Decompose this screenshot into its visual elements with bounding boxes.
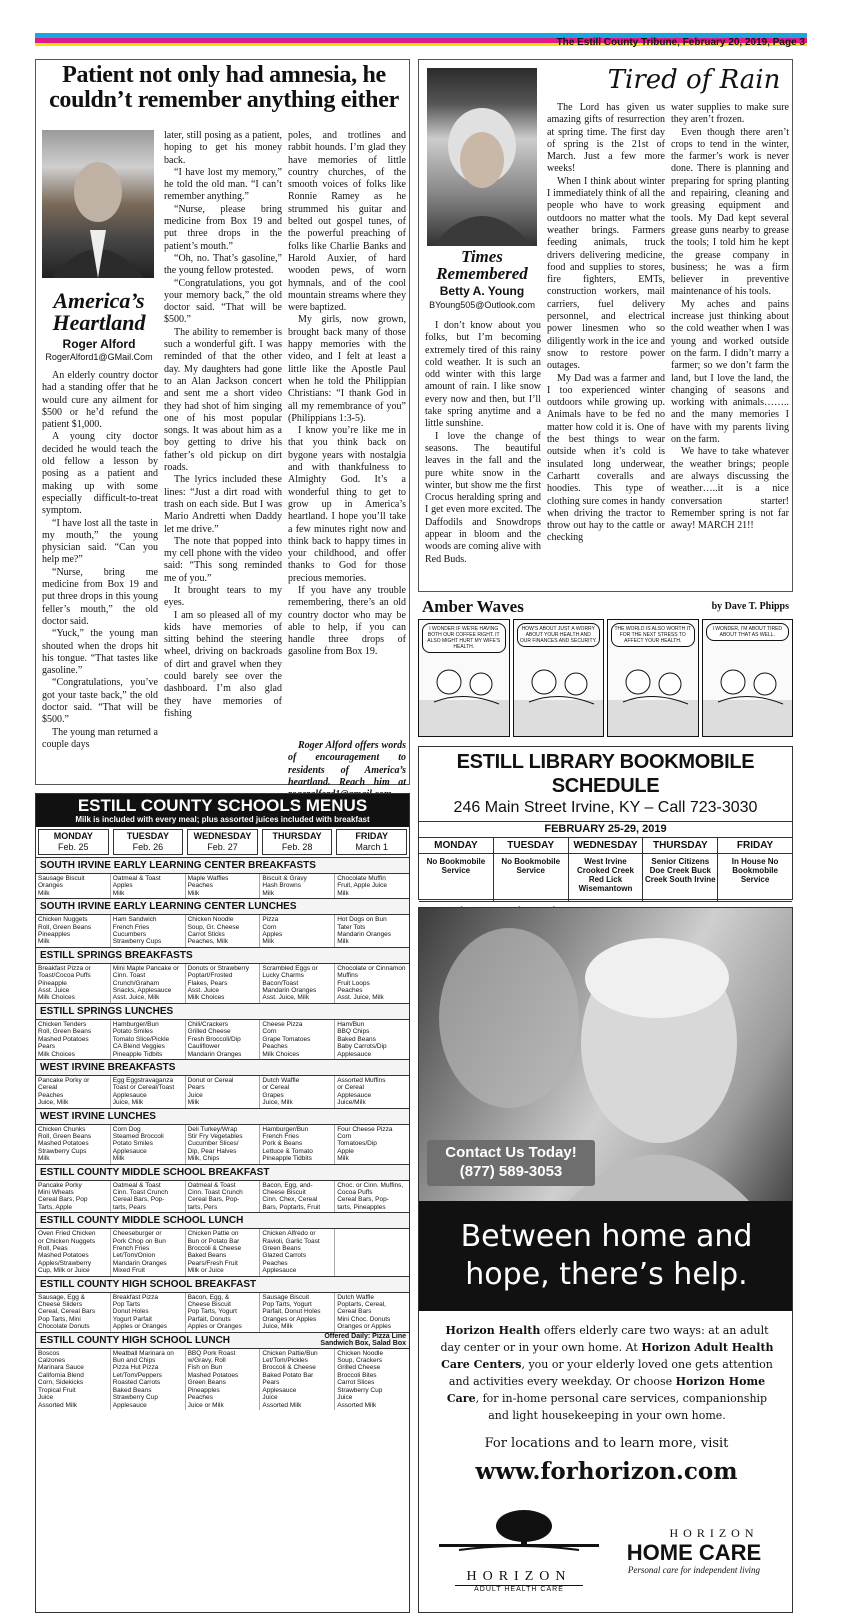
ad-headline-band — [419, 1201, 793, 1311]
menu-cell: Chicken Tenders Roll, Green Beans Mashed Potatoes Pears Milk Choices — [36, 1020, 111, 1059]
bookmobile-day-thursday — [643, 838, 718, 901]
comic-panel — [418, 619, 510, 737]
menu-cell: Donuts or Strawberry Poptart/Frosted Flakes, Pears Asst. Juice Milk Choices — [186, 964, 261, 1003]
menu-row — [36, 1349, 409, 1410]
comic-panel — [513, 619, 605, 737]
bookmobile-day-wednesday — [569, 838, 644, 901]
menus-sections — [36, 857, 409, 1410]
comic-strip — [418, 597, 793, 737]
menu-cell: Dutch Waffle Poptarts, Cereal, Cereal Bars Mini Choc. Donuts Oranges or Apples — [337, 1293, 392, 1331]
paragraph: When I think about winter I immediately think of all the people who have to work outdoors no matter what the weather brings. Farmers feeding animals, truck drivers delivering medicine, food and supplies to stores, fire fighters, EMTs, construction workers, mail carriers, fuel delivery personnel, and electrical power linesmen who so diligently work in the ice and snow to restore power outages. — [547, 175, 665, 372]
bookmobile-subtitle: 246 Main Street Irvine, KY – Call 723-3030 — [419, 798, 792, 822]
menu-cell: Sausage Biscuit Oranges Milk — [36, 874, 111, 898]
menu-cell: Ham Sandwich French Fries Cucumbers Strawberry Cups — [111, 915, 186, 947]
paragraph: “I have lost all the taste in my mouth,” the young physician said. “Can you help me?” — [42, 517, 158, 566]
bookmobile-day-header: MONDAY — [419, 838, 493, 854]
paragraph: “Congratulations, you got your memory back,” the old doctor said. “That will be $500.” — [164, 277, 282, 326]
paragraph: The young man returned a couple days — [42, 726, 158, 750]
menu-cell: Corn Dog Steamed Broccoli Potato Smiles Applesauce Milk — [111, 1125, 186, 1164]
ad-body — [437, 1322, 777, 1424]
menu-cell: Mini Maple Pancake or Cinn. Toast Crunch/Graham Snacks, Applesauce Asst. Juice, Milk — [111, 964, 186, 1003]
menus-header — [36, 794, 409, 827]
menu-cell: Sausage Biscuit Pop Tarts, Yogurt Parfait, Donut Holes Oranges or Apples Juice, Milk — [260, 1293, 335, 1332]
menu-row — [36, 1181, 409, 1213]
menu-cell: Egg Eggstravaganza Toast or Cereal/Toast Applesauce Juice, Milk — [111, 1076, 186, 1108]
logo1-sub: ADULT HEALTH CARE — [455, 1585, 583, 1593]
ad-body-6: , for in-home personal care services, companionship and light housekeeping in your own home. — [475, 1392, 768, 1422]
menu-section-title — [36, 1108, 409, 1125]
paragraph: Even though there aren’t crops to tend in the winter, the farmer’s work is never done. There is planning and preparing for spring planting and repairing, cleaning and greasing equipment and tools. My Dad kept several grease guns nearby to grease the tools; I told him he kept the grease company in business; he was a firm believer in preventive maintenance of his tools. — [671, 126, 789, 298]
alford-author: Roger Alford — [62, 337, 136, 351]
menu-row — [36, 1076, 409, 1108]
logo2-sub: Personal care for independent living — [627, 1565, 761, 1575]
menu-date: March 1 — [355, 842, 388, 852]
menu-section-name: SOUTH IRVINE EARLY LEARNING CENTER LUNCHES — [40, 901, 297, 913]
contact-box[interactable] — [427, 1140, 595, 1186]
menu-cell: Four Cheese Pizza Corn Tomatoes/Dip Apple Milk — [337, 1125, 393, 1163]
bookmobile-day-tuesday — [494, 838, 569, 901]
menu-cell: Chicken Pattie on Bun or Potato Bar Broccoli & Cheese Baked Beans Pears/Fresh Fruit Milk or Juice — [186, 1229, 261, 1275]
menu-cell: Chicken Alfredo or Ravioli, Garlic Toast Green Beans Glazed Carrots Peaches Applesauce — [260, 1229, 335, 1275]
young-email: BYoung505@Outlook.com — [429, 300, 535, 310]
comic-panels — [418, 619, 793, 737]
menu-section-name: ESTILL SPRINGS BREAKFASTS — [40, 949, 193, 961]
bookmobile-box — [418, 746, 793, 900]
menu-cell: Meatball Marinara on Bun and Chips Pizza Hut Pizza Let/Tom/Peppers Roasted Carrots Baked Beans Strawberry Cup Applesauce — [111, 1349, 186, 1410]
alford-column — [35, 59, 410, 788]
alford-col2 — [164, 130, 282, 780]
paragraph: The lyrics included these lines: “Just a dirt road with trash on each side. But I was Mario Andretti when Daddy let me drive.” — [164, 474, 282, 535]
speech-bubble: I WONDER IF WE’RE HAVING BOTH OUR COFFEE RIGHT. IT ALSO MIGHT HURT MY WIFE’S HEALTH. — [422, 623, 506, 653]
paragraph: I know you’re like me in that you think back on bygone years with nostalgia and with thankfulness to Almighty God. It’s a wonderful thing to get to grow up in America’s heartland. I hope you’ll take a few minutes right now and think back to happy times in your childhood, and offer thanks to God for those precious memories. — [288, 425, 406, 584]
paragraph: I don’t know about you folks, but I’m becoming extremely tired of this rainy cold weather. It is such an odd winter with this large amount of rain. I like snow every now and then, but I’ll take spring anytime and a little sunshine. — [425, 320, 541, 430]
bookmobile-table — [419, 838, 792, 902]
menu-section-title — [36, 898, 409, 915]
paragraph: We have to take whatever the weather brings; people are always discussing the weather…..it is a nice conversation starter! Remember spring is not far away! MARCH 21!! — [671, 446, 789, 532]
contact-label: Contact Us Today! — [445, 1144, 577, 1161]
portrait-figure — [42, 130, 154, 278]
menu-cell: Choc. or Cinn. Muffins, Cocoa Puffs Cereal Bars, Pop- tarts, Pineapples — [337, 1181, 404, 1211]
young-column — [418, 59, 793, 592]
young-col2 — [547, 102, 665, 588]
paragraph: The Lord has given us amazing gifts of resurrection at spring time. The first day of spring is the 21st of March. Just a few more weeks! — [547, 102, 665, 175]
menu-cell: Oatmeal & Toast Apples Milk — [111, 874, 186, 898]
paragraph: The ability to remember is such a wonderful gift. I was reminded of that the other day. My daughters had gone to an Alan Jackson concert and sent me a short video they had shot of him singing one of his most popular songs. It was about him as a boy getting to drive his father’s old pickup on dirt roads. — [164, 326, 282, 474]
bookmobile-stop: West Irvine Crooked Creek Red Lick Wisemantown — [577, 857, 634, 893]
menu-date: Feb. 26 — [132, 842, 164, 852]
bookmobile-day-header: FRIDAY — [718, 838, 792, 854]
young-col3 — [671, 102, 789, 588]
alford-tagline: Roger Alford offers words of encouragement to residents of America’s heartland. Reach him at — [288, 740, 406, 788]
menu-cell: Biscuit & Gravy Hash Browns Milk — [260, 874, 335, 898]
paragraph: later, still posing as a patient, hoping to get his money back. — [164, 130, 282, 166]
speech-bubble: HOW’S ABOUT JUST A WORRY ABOUT YOUR HEALTH AND OUR FINANCES AND SECURITY. — [517, 623, 601, 647]
menu-cell: Chicken Chunks Roll, Green Beans Mashed Potatoes Strawberry Cups Milk — [36, 1125, 111, 1164]
paragraph: “Yuck,” the young man shouted when the drops hit his tongue. “That tastes like gasoline.” — [42, 628, 158, 677]
menu-cell: Chocolate or Cinnamon Muffins Fruit Loops Peaches Asst. Juice, Milk — [337, 964, 406, 1002]
ad-body-5: Horizon Home Care — [446, 1375, 766, 1405]
cartoon-figures — [703, 620, 793, 737]
paragraph: My Dad was a farmer and I too experienced winter outdoors while growing up. Animals have to be fed no matter how cold it is. One of the best things to wear outside when it’s cold is insulated long underwear, Carhartt coveralls and hoodies. This type of clothing sure comes in handy when driving the tractor to throw out hay to the cattle or checking — [547, 372, 665, 544]
menu-section-title — [36, 1332, 409, 1349]
young-column-name: Times Remembered — [436, 247, 528, 283]
menu-cell: Hamburger/Bun Potato Smiles Tomato Slice/Pickle CA Blend Veggies Pineapple Tidbits — [111, 1020, 186, 1059]
cartoon-figures — [514, 620, 604, 737]
menu-cell: Chicken Nuggets Roll, Green Beans Pineapples Milk — [36, 915, 111, 947]
menu-cell: Breakfast Pizza Pop Tarts Donut Holes Yogurt Parfait Apples or Oranges — [111, 1293, 186, 1332]
bookmobile-stop: No Bookmobile Service — [501, 857, 561, 875]
ad-body-2: offers elderly care two ways: at an adult day center or in your own home. At — [440, 1324, 769, 1354]
menu-section-name: WEST IRVINE BREAKFASTS — [40, 1061, 176, 1073]
menu-cell: Chicken Noodle Soup, Crackers Grilled Cheese Broccoli Bites Carrot Slices Strawberry Cup Juice Assorted Milk — [337, 1349, 384, 1409]
menu-row — [36, 1293, 409, 1332]
young-title: Tired of Rain — [607, 65, 781, 95]
menu-cell: Oven Fried Chicken or Chicken Nuggets Roll, Peas Mashed Potatoes Apples/Strawberry Cup, Milk or Juice — [36, 1229, 111, 1275]
alford-col3 — [288, 130, 406, 740]
menu-row — [36, 1229, 409, 1275]
menu-cell: Scrambled Eggs or Lucky Charms Bacon/Toast Mandarin Oranges Asst. Juice, Milk — [260, 964, 335, 1003]
paragraph: I love the change of seasons. The beautiful leaves in the fall and the pure white snow in the winter, but show me the first Crocus heralding spring and I get even more excited. The Daffodils and Snowdrops appear in bloom and the woods are coming alive with Red Buds. — [425, 430, 541, 565]
menu-row — [36, 874, 409, 898]
menu-section-name: ESTILL SPRINGS LUNCHES — [40, 1005, 174, 1017]
menu-date: Feb. 28 — [281, 842, 313, 852]
menu-day-header — [113, 829, 184, 855]
menu-cell: Breakfast Pizza or Toast/Cocoa Puffs Pineapple Asst. Juice Milk Choices — [36, 964, 111, 1003]
menu-cell: Bacon, Egg, and- Cheese Biscuit Cinn. Chex, Cereal Bars, Poptarts, Fruit — [260, 1181, 335, 1213]
ad-body-4: , you or your elderly loved one gets attention and activities every weekday. Or choose — [448, 1358, 773, 1388]
young-author: Betty A. Young — [439, 284, 525, 298]
speech-bubble: I WONDER, I’M ABOUT TIRED ABOUT THAT AS WELL. — [706, 623, 790, 641]
bookmobile-dates: FEBRUARY 25-29, 2019 — [419, 822, 792, 838]
menu-section-name: ESTILL COUNTY HIGH SCHOOL LUNCH — [40, 1334, 231, 1346]
portrait-figure — [427, 68, 537, 246]
bookmobile-day-header: WEDNESDAY — [569, 838, 643, 854]
menu-cell: Cheese Pizza Corn Grape Tomatoes Peaches Milk Choices — [260, 1020, 335, 1059]
bookmobile-title: ESTILL LIBRARY BOOKMOBILE SCHEDULE — [456, 751, 755, 797]
menu-section-name: SOUTH IRVINE EARLY LEARNING CENTER BREAKFASTS — [40, 860, 316, 871]
logo2-name: HOME CARE — [626, 1540, 762, 1565]
menu-cell: Pancake Porky or Cereal Peaches Juice, Milk — [36, 1076, 111, 1108]
menu-section-name: ESTILL COUNTY MIDDLE SCHOOL BREAKFAST — [40, 1166, 270, 1178]
ad-cta: For locations and to learn more, visit — [484, 1436, 729, 1451]
menu-date: Feb. 25 — [58, 842, 89, 852]
bookmobile-stop: Senior Citizens Doe Creek Buck Creek South Irvine — [644, 857, 716, 884]
comic-panel — [702, 619, 794, 737]
cartoon-figures — [419, 620, 509, 737]
menu-section-name: ESTILL COUNTY MIDDLE SCHOOL LUNCH — [40, 1215, 244, 1227]
cartoon-figures — [608, 620, 698, 737]
paragraph: “Nurse, bring me medicine from Box 19 and put three drops in this young feller’s mouth,” the old doctor said. — [42, 566, 158, 627]
menu-day-header — [38, 829, 109, 855]
paragraph: My girls, now grown, brought back many of those happy memories with the video, and I felt at least a little like the Apostle Paul when he told the Philippian Christians: “I thank God in all my remembrance of you” (Philippians 1:3-5). — [288, 314, 406, 424]
menu-section-title — [36, 1003, 409, 1020]
menu-date: Feb. 27 — [207, 842, 238, 852]
school-menus — [35, 793, 410, 1613]
menu-section-name: WEST IRVINE LUNCHES — [40, 1110, 156, 1122]
menu-day-header — [336, 829, 407, 855]
menu-day-header — [187, 829, 258, 855]
menu-cell — [335, 1229, 409, 1275]
menu-cell: BBQ Pork Roast w/Gravy, Roll Fish on Bun Mashed Potatoes Green Beans Pineapples Peaches Juice or Milk — [186, 1349, 261, 1410]
menu-section-name: ESTILL COUNTY HIGH SCHOOL BREAKFAST — [40, 1278, 257, 1290]
paragraph: My aches and pains increase just thinking about the cold weather when I was young and worked outside on the farm. I didn’t marry a farmer; so we don’t farm the land, but I love the land, the changing of seasons and working with animals…….. and the many memories I have with my parents living on the farm. — [671, 298, 789, 446]
bookmobile-stop: No Bookmobile Service — [426, 857, 486, 875]
bookmobile-day-friday — [718, 838, 792, 901]
bookmobile-day-header: TUESDAY — [494, 838, 568, 854]
bookmobile-day-header: THURSDAY — [643, 838, 717, 854]
horizon-adult-logo — [439, 1504, 599, 1604]
menu-cell: Oatmeal & Toast Cinn. Toast Crunch Cereal Bars, Pop- tarts, Pers — [186, 1181, 261, 1213]
comic-title: Amber Waves — [422, 597, 524, 616]
menu-cell: Deli Turkey/Wrap Stir Fry Vegetables Cucumber Slices/ Dip, Pear Halves Milk, Chips — [186, 1125, 261, 1164]
menu-cell: Hamburger/Bun French Fries Pork & Beans Lettuce & Tomato Pineapple Tidbits — [260, 1125, 335, 1164]
paragraph: water supplies to make sure they aren’t frozen. — [671, 102, 789, 126]
menu-row — [36, 964, 409, 1003]
menu-section-title — [36, 1276, 409, 1293]
ad-body-3: Horizon Adult Health Care Centers — [441, 1341, 774, 1371]
menu-cell: Donut or Cereal Pears Juice Milk — [186, 1076, 261, 1108]
menu-section-title — [36, 857, 409, 874]
menu-row — [36, 915, 409, 947]
alford-col1 — [42, 370, 158, 780]
paragraph: An elderly country doctor had a standing offer that he would cure any ailment for $500 or he’d refund the patient $1,000. — [42, 370, 158, 431]
menu-cell: Oatmeal & Toast Cinn. Toast Crunch Cereal Bars, Pop- tarts, Pears — [111, 1181, 186, 1213]
menus-title: ESTILL COUNTY SCHOOLS MENUS — [77, 796, 368, 815]
paragraph: poles, and trotlines and rabbit hounds. I’m glad they have memories of little country churches, of the smooth voices of folks like Ronnie Ramey as he strummed his guitar and belted out gospel tunes, of the powerful preaching of folks like Charlie Banks and Harold Auxier, of hard wooden pews, of worn hymnals, and of the cool mountain streams where they were baptized. — [288, 130, 406, 314]
contact-phone: (877) 589-3053 — [459, 1163, 563, 1180]
menu-cell: Pizza Corn Apples Milk — [260, 915, 335, 947]
menu-cell: Maple Waffles Peaches Milk — [186, 874, 261, 898]
young-col1 — [425, 320, 541, 588]
menu-cell: Chicken Pattie/Bun Let/Tom/Pickles Broccoli & Cheese Baked Potato Bar Pears Applesauce Juice Assorted Milk — [260, 1349, 335, 1410]
menus-day-headers — [36, 827, 409, 857]
menu-cell: Chocolate Muffin Fruit, Apple Juice Milk — [337, 875, 388, 897]
menu-day: THURSDAY — [272, 831, 322, 841]
alford-photo — [42, 130, 154, 278]
alford-column-name: America’s Heartland — [52, 288, 146, 335]
menu-cell: Pancake Porky Mini Wheats Cereal Bars, Pop Tarts, Apple — [36, 1181, 111, 1213]
menu-cell: Hot Dogs on Bun Tater Tots Mandarin Oranges Milk — [337, 916, 392, 946]
ad-url[interactable]: www.forhorizon.com — [475, 1458, 738, 1485]
comic-byline: by Dave T. Phipps — [711, 601, 789, 612]
paragraph: A young city doctor decided he would teach the old fellow a lesson by posing as a patient and making up with some especially difficult-to-treat symptom. — [42, 431, 158, 517]
menu-section-title — [36, 1164, 409, 1181]
menu-day: TUESDAY — [126, 831, 169, 841]
speech-bubble: THE WORLD IS ALSO WORTH IT FOR THE NEXT STRESS TO AFFECT YOUR HEALTH. — [611, 623, 695, 647]
masthead: The Estill County Tribune, February 20, 2019, Page 3 — [556, 37, 805, 48]
tree-icon — [439, 1504, 599, 1564]
menu-day: WEDNESDAY — [193, 831, 252, 841]
ad-body-1: Horizon Health — [445, 1324, 541, 1337]
menu-cell: Assorted Muffins or Cereal Applesauce Juice/Milk — [337, 1076, 386, 1107]
horizon-ad — [418, 907, 793, 1613]
paragraph: “Nurse, please bring medicine from Box 19 and put three drops in the patient’s mouth.” — [164, 203, 282, 252]
paragraph: “Oh, no. That’s gasoline,” the young fellow protested. — [164, 252, 282, 277]
bookmobile-stop: In House No Bookmobile Service — [731, 857, 779, 884]
menu-cell: Cheeseburger or Pork Chop on Bun French Fries Let/Tom/Onion Mandarin Oranges Mixed Fruit — [111, 1229, 186, 1275]
paragraph: If you have any trouble remembering, there’s an old country doctor who may be able to help, if you can handle three drops of gasoline from Box 19. — [288, 584, 406, 658]
menu-row — [36, 1125, 409, 1164]
menu-cell: Dutch Waffle or Cereal Grapes Juice, Milk — [260, 1076, 335, 1108]
paragraph: It brought tears to my eyes. — [164, 584, 282, 609]
horizon-homecare-logo — [604, 1526, 784, 1606]
logo2-top: HORIZON — [669, 1526, 759, 1540]
menu-cell: Bacon, Egg, & Cheese Biscuit Pop Tarts, Yogurt Parfait, Donuts Apples or Oranges — [186, 1293, 261, 1332]
paragraph: The note that popped into my cell phone with the video said: “This song reminded me of you.” — [164, 535, 282, 584]
menu-cell: Boscos Calzones Marinara Sauce California Blend Corn, Sidekicks Tropical Fruit Juice Assorted Milk — [36, 1349, 111, 1410]
menu-cell: Chili/Crackers Grilled Cheese Fresh Broccoli/Dip Cauliflower Mandarin Oranges — [186, 1020, 261, 1059]
menu-day-header — [262, 829, 333, 855]
menu-day: FRIDAY — [355, 831, 389, 841]
young-photo — [427, 68, 537, 246]
bookmobile-day-monday — [419, 838, 494, 901]
menu-cell: Sausage, Egg & Cheese Sliders Cereal, Cereal Bars Pop Tarts, Mini Chocolate Donuts — [36, 1293, 111, 1332]
ad-headline: Between home and hope, there’s help. — [460, 1219, 753, 1292]
menus-subtitle: Milk is included with every meal; plus assorted juices included with breakfast — [75, 815, 370, 824]
menu-cell: Ham/Bun BBQ Chips Baked Beans Baby Carrots/Dip Applesauce — [337, 1020, 387, 1058]
logo1-name: HORIZON — [466, 1569, 572, 1584]
menu-section-note: Offered Daily: Pizza Line Sandwich Box, Salad Box — [320, 1332, 406, 1348]
menu-cell: Chicken Noodle Soup, Gr. Cheese Carrot Sticks Peaches, Milk — [186, 915, 261, 947]
menu-row — [36, 1020, 409, 1059]
alford-headline: Patient not only had amnesia, he couldn’t remember anything either — [49, 62, 399, 113]
alford-email: RogerAlford1@GMail.Com — [45, 352, 153, 362]
menu-day: MONDAY — [53, 831, 93, 841]
menu-section-title — [36, 1212, 409, 1229]
menu-section-title — [36, 947, 409, 964]
comic-panel — [607, 619, 699, 737]
menu-section-title — [36, 1059, 409, 1076]
paragraph: “Congratulations, you’ve got your taste back,” the old doctor said. “That will be $500.” — [42, 677, 158, 726]
paragraph: I am so pleased all of my kids have memories of sitting behind the steering wheel, driving on backroads of dirt and gravel when they could barely see over the dashboard. I’m also glad they have memories of fishing — [164, 609, 282, 719]
paragraph: “I have lost my memory,” he told the old man. “I can’t remember anything.” — [164, 166, 282, 203]
